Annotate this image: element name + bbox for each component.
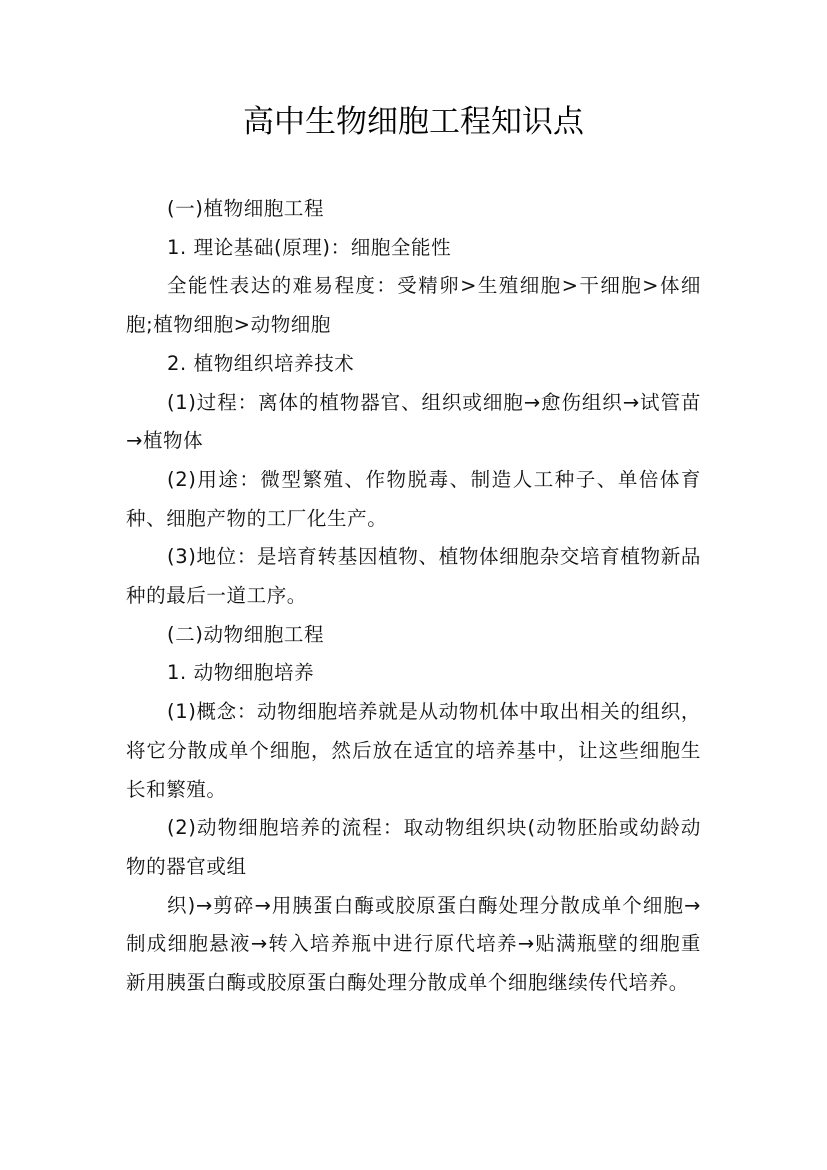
paragraph-culture-flow: (2)动物细胞培养的流程：取动物组织块(动物胚胎或幼龄动物的器官或组 xyxy=(126,816,701,878)
paragraph-totipotency-ranking: 全能性表达的难易程度：受精卵>生殖细胞>干细胞>体细胞;植物细胞>动物细胞 xyxy=(126,274,701,337)
paragraph-tissue-culture-heading: 2. 植物组织培养技术 xyxy=(167,351,355,375)
paragraph-theoretical-basis: 1. 理论基础(原理)：细胞全能性 xyxy=(167,235,452,259)
paragraph-concept: (1)概念：动物细胞培养就是从动物机体中取出相关的组织，将它分散成单个细胞，然后放在适宜的培养基中，让这些细胞生长和繁殖。 xyxy=(126,700,701,801)
document-title: 高中生物细胞工程知识点 xyxy=(243,104,584,140)
paragraph-animal-cell-culture-heading: 1. 动物细胞培养 xyxy=(167,661,315,685)
paragraph-uses: (2)用途：微型繁殖、作物脱毒、制造人工种子、单倍体育种、细胞产物的工厂化生产。 xyxy=(126,467,701,530)
section-heading-plant-cell-engineering: (一)植物细胞工程 xyxy=(167,197,325,220)
paragraph-process: (1)过程：离体的植物器官、组织或细胞→愈伤组织→试管苗→植物体 xyxy=(126,390,701,453)
paragraph-culture-flow-continued: 织)→剪碎→用胰蛋白酶或胶原蛋白酶处理分散成单个细胞→制成细胞悬液→转入培养瓶中进行原代培养→贴满瓶壁的细胞重新用胰蛋白酶或胶原蛋白酶处理分散成单个细胞继续传代培养。 xyxy=(126,893,701,995)
paragraph-status: (3)地位：是培育转基因植物、植物体细胞杂交培育植物新品种的最后一道工序。 xyxy=(126,545,701,608)
section-heading-animal-cell-engineering: (二)动物细胞工程 xyxy=(167,622,325,646)
document-body xyxy=(126,190,701,1003)
